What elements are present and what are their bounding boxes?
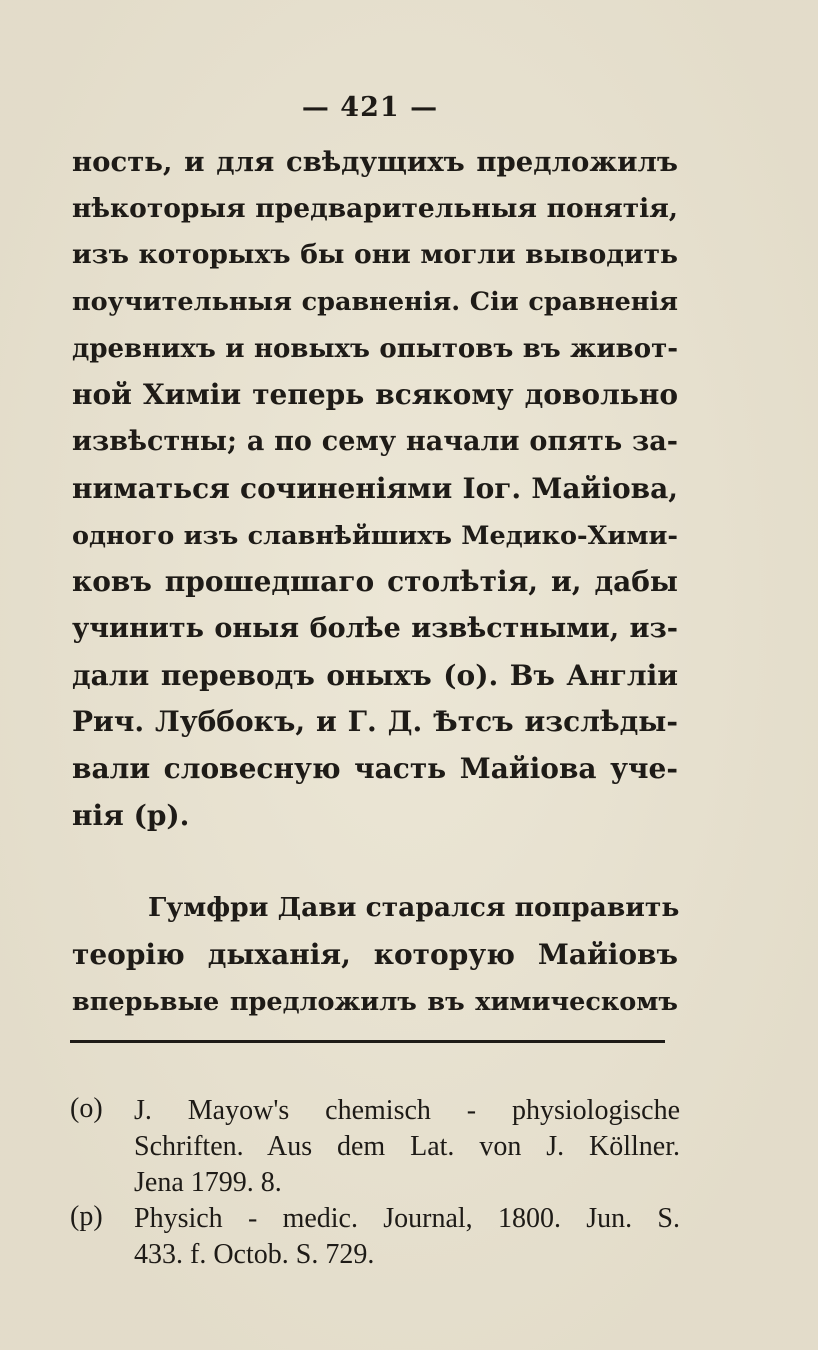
footnote-rule — [70, 1040, 665, 1043]
text-line: ковъ прошедшаго столѣтія, и, дабы — [72, 565, 678, 599]
page-number: — 421 — — [301, 92, 439, 123]
text-line: дали переводъ оныхъ (о). Въ Англіи — [72, 658, 678, 692]
footnote-p — [70, 1201, 680, 1273]
text-line: Гумфри Дави старался поправить — [148, 892, 680, 924]
text-line: древнихъ и новыхъ опытовъ въ живот- — [72, 333, 678, 364]
text-line: вали словесную часть Майіова уче- — [72, 751, 678, 785]
paragraph-gap — [72, 839, 678, 885]
text-line: нѣкоторыя предварительныя понятія, — [72, 192, 678, 224]
footnote-line: Jena 1799. 8. — [134, 1167, 282, 1198]
footnote-mark: (o) — [70, 1093, 103, 1124]
paragraph-1 — [72, 139, 678, 839]
text-line: теорію дыханія, которую Майіовъ — [72, 938, 678, 971]
footnote-line: Schriften. Aus dem Lat. von J. Köllner. — [134, 1131, 680, 1162]
text-line: Рич. Луббокъ, и Г. Д. Ѣтсъ изслѣды- — [72, 705, 678, 739]
footnote-mark: (p) — [70, 1201, 103, 1232]
text-line: изъ которыхъ бы они могли выводить — [72, 239, 678, 271]
footnote-line: J. Mayow's chemisch - physiologische — [134, 1095, 680, 1126]
paragraph-2 — [72, 885, 678, 1025]
text-line: поучительныя сравненія. Сіи сравненія — [72, 287, 678, 318]
text-line: извѣстны; а по сему начали опять за- — [72, 426, 678, 458]
text-line: вперьвые предложилъ въ химическомъ — [72, 986, 678, 1017]
footnotes — [70, 1093, 680, 1273]
text-line: ность, и для свѣдущихъ предложилъ — [72, 146, 678, 178]
footnote-o — [70, 1093, 680, 1201]
text-line: одного изъ славнѣйшихъ Медико-Хими- — [72, 520, 678, 551]
body-text — [72, 139, 678, 1025]
text-line: учинить оныя болѣе извѣстными, из- — [72, 612, 678, 644]
footnote-line: Physich - medic. Journal, 1800. Jun. S. — [134, 1203, 680, 1234]
text-line: ной Химіи теперь всякому довольно — [72, 378, 678, 412]
footnote-line: 433. f. Octob. S. 729. — [134, 1239, 375, 1270]
text-line: ниматься сочиненіями Іог. Майіова, — [72, 471, 678, 505]
text-line: нія (p). — [72, 798, 190, 832]
